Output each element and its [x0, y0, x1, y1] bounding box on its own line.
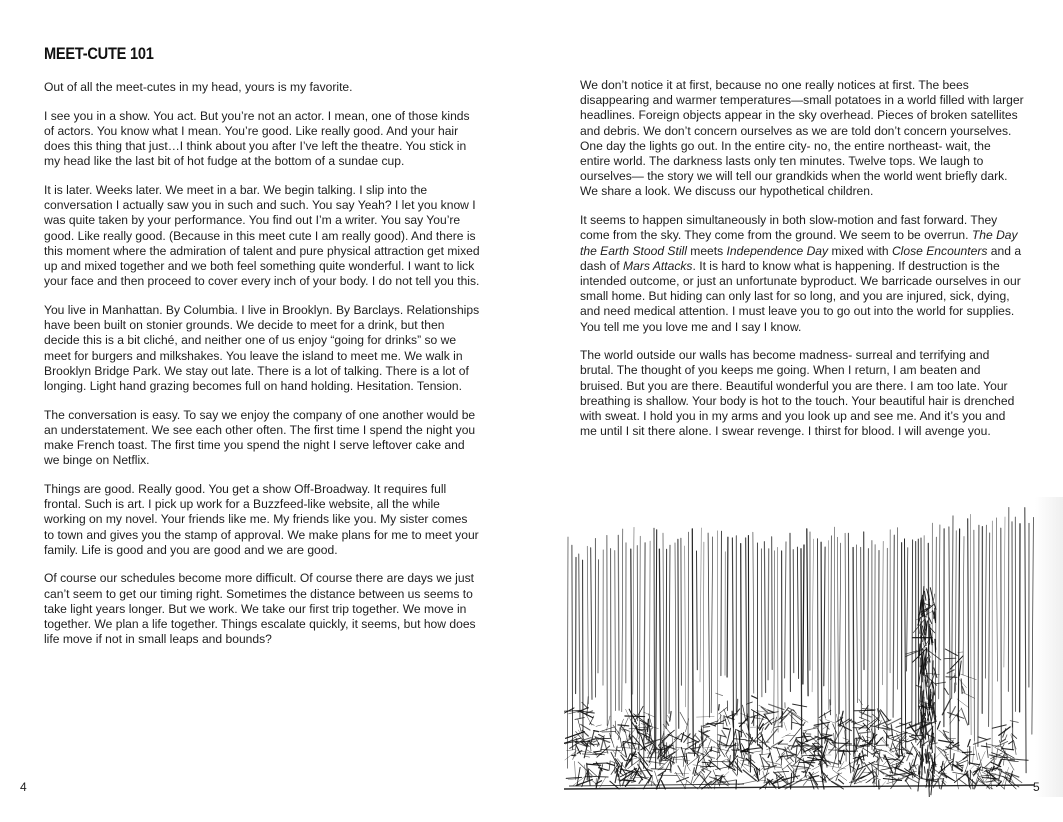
paragraph: Of course our schedules become more difficult. Of course there are days we just can’t seem to get our timing right. Sometimes the distance between us seems to take light years longer. But we work. We take our first trip together. We move in together. We plan a life together. Things escalate quickly, it seems, but how does life move if not in small leaps and bounds?: [44, 571, 476, 647]
paragraph: [580, 213, 1024, 335]
ground-line: [564, 784, 1034, 789]
page-number: 5: [1033, 780, 1040, 794]
text-run: It seems to happen simultaneously in both slow-motion and fast forward. They come from the sky. They come from the ground. We seem to be overrun.: [580, 213, 998, 243]
right-text-column: [580, 78, 1024, 453]
text-run: mixed with: [828, 243, 892, 258]
text-run: meets: [686, 243, 727, 258]
paragraph: Things are good. Really good. You get a show Off-Broadway. It requires full frontal. Such is art. I pick up work for a Buzzfeed-like website, all the while working on my novel. Your friends like me. My friends like you. My sister comes to town and gives you the stamp of approval. We make plans for me to meet your family. Life is good and you are good and we are good.: [44, 481, 479, 557]
paragraph: You live in Manhattan. By Columbia. I live in Brooklyn. By Barclays. Relationships have been built on stonier grounds. We decide to meet for a drink, but then decide this is a bit cliché, and neither one of us enjoy “going for drinks” so we meet for burgers and milkshakes. You leave the island to meet me. We walk in Brooklyn Bridge Park. We stay out late. There is a lot of talking. There is a lot of longing. Light hand grazing becomes full on hand holding. Hesitation. Tension.: [44, 302, 480, 393]
story-title: MEET-CUTE 101: [44, 44, 154, 63]
left-text-column: [44, 80, 480, 661]
paragraph: The conversation is easy. To say we enjoy the company of one another would be an understatement. We see each other often. The first time I spend the night you make French toast. The first time you spend the night I serve leftover cake and we binge on Netflix.: [44, 407, 476, 468]
film-title: Close Encounters: [891, 243, 988, 258]
text-run: and a dash of: [580, 243, 1022, 273]
film-title: Mars Attacks: [623, 258, 693, 273]
left-page: [0, 0, 531, 822]
paragraph: I see you in a show. You act. But you’re not an actor. I mean, one of those kinds of actors. You know what I mean. You’re good. Like really good. And your hair does this thing that just…I think about you after I’ve left the theatre. You stick in my head like the last bit of hot fudge at the bottom of a sundae cup.: [44, 108, 470, 169]
film-title: Independence Day: [726, 243, 829, 258]
paragraph: It is later. Weeks later. We meet in a bar. We begin talking. I slip into the conversation I actually saw you in such and such. You say Yeah? I let you know I was quite taken by your performance. You find out I’m a writer. You say You’re good. Like really good. (Because in this meet cute I am really good). And there is this moment where the admiration of talent and pure physical attraction get mixed up and mixed together and we both feel something quite wonderful. I want to lick your face and then proceed to cover every inch of your body. I do not tell you this.: [44, 183, 480, 289]
paragraph: Out of all the meet-cutes in my head, yours is my favorite.: [44, 80, 353, 94]
city-rain-illustration: [564, 497, 1056, 797]
right-page: [531, 0, 1063, 822]
rain-strokes: [567, 508, 1033, 775]
paragraph: The world outside our walls has become madness- surreal and terrifying and brutal. The thought of you keeps me going. When I return, I am beaten and bruised. But you are there. Beautiful wonderful you are there. I am too late. Your breathing is shallow. Your body is hot to the touch. Your beautiful hair is drenched with sweat. I hold you in my arms and you look up and see me. And it’s you and me until I sit there alone. I swear revenge. I thirst for blood. I will avenge you.: [580, 348, 1015, 439]
page-number: 4: [20, 780, 27, 794]
text-run: . It is hard to know what is happening. If destruction is the intended outcome, or just an unfortunate byproduct. We barricade ourselves in our small home. But hiding can only last for so long, and you are injured, sick, dying, and need medical attention. I must leave you to go out into the world for supplies. You tell me you love me and I say I know.: [580, 258, 1021, 334]
film-title: The Day the Earth Stood Still: [580, 228, 1018, 258]
paragraph: We don’t notice it at first, because no one really notices at first. The bees disappearing and warmer temperatures—small potatoes in a world filled with larger headlines. Foreign objects appear in the sky overhead. Pieces of broken satellites and debris. We don’t concern ourselves as we are told don’t concern yourselves. One day the lights go out. In the entire city- no, the entire northeast- wait, the entire world. The darkness lasts only ten minutes. Twelve tops. We laugh to ourselves— the story we will tell our grandkids when the world went briefly dark. We share a look. We discuss our hypothetical children.: [580, 78, 1024, 199]
